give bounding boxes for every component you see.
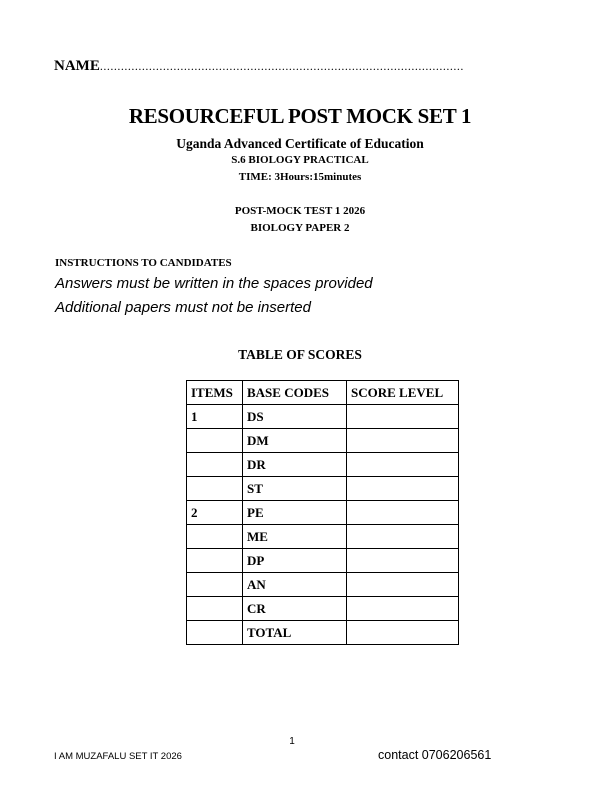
code-cell: AN <box>243 573 347 597</box>
score-cell[interactable] <box>347 573 459 597</box>
code-cell: PE <box>243 501 347 525</box>
footer-contact: contact 0706206561 <box>378 748 492 762</box>
item-cell <box>187 429 243 453</box>
table-row <box>187 405 459 429</box>
table-row <box>187 477 459 501</box>
name-dotted-line[interactable]: ........................................................................................................ <box>99 59 464 73</box>
table-row <box>187 501 459 525</box>
header-base-codes: BASE CODES <box>243 381 347 405</box>
item-cell <box>187 525 243 549</box>
instructions-heading: INSTRUCTIONS TO CANDIDATES <box>55 257 232 269</box>
instruction-item: Additional papers must not be inserted <box>55 299 311 316</box>
code-cell: DS <box>243 405 347 429</box>
code-cell: DM <box>243 429 347 453</box>
scores-table-title: TABLE OF SCORES <box>238 347 362 362</box>
table-row <box>187 573 459 597</box>
table-row <box>187 453 459 477</box>
score-cell[interactable] <box>347 621 459 645</box>
code-cell: ST <box>243 477 347 501</box>
table-row <box>187 597 459 621</box>
score-cell[interactable] <box>347 477 459 501</box>
code-cell: DR <box>243 453 347 477</box>
score-cell[interactable] <box>347 501 459 525</box>
exam-body: Uganda Advanced Certificate of Education <box>176 136 424 151</box>
item-cell <box>187 621 243 645</box>
code-cell: DP <box>243 549 347 573</box>
item-cell <box>187 549 243 573</box>
table-header-row <box>187 381 459 405</box>
name-field <box>54 58 464 75</box>
paper-subject: S.6 BIOLOGY PRACTICAL <box>231 154 369 166</box>
scores-table <box>186 380 459 645</box>
score-cell[interactable] <box>347 405 459 429</box>
item-cell <box>187 573 243 597</box>
score-cell[interactable] <box>347 429 459 453</box>
item-cell <box>187 477 243 501</box>
table-row <box>187 525 459 549</box>
page-number: 1 <box>289 736 295 747</box>
code-cell: TOTAL <box>243 621 347 645</box>
code-cell: ME <box>243 525 347 549</box>
item-cell: 1 <box>187 405 243 429</box>
table-row <box>187 549 459 573</box>
header-score-level: SCORE LEVEL <box>347 381 459 405</box>
document-title: RESOURCEFUL POST MOCK SET 1 <box>128 104 472 128</box>
instruction-item: Answers must be written in the spaces provided <box>55 275 373 292</box>
header-items: ITEMS <box>187 381 243 405</box>
score-cell[interactable] <box>347 597 459 621</box>
item-cell: 2 <box>187 501 243 525</box>
paper-name: BIOLOGY PAPER 2 <box>250 222 350 234</box>
score-cell[interactable] <box>347 549 459 573</box>
table-row <box>187 429 459 453</box>
table-row <box>187 621 459 645</box>
item-cell <box>187 453 243 477</box>
name-label: NAME <box>54 58 100 74</box>
footer-author: I AM MUZAFALU SET IT 2026 <box>54 751 182 762</box>
score-cell[interactable] <box>347 453 459 477</box>
test-name: POST-MOCK TEST 1 2026 <box>234 205 366 217</box>
score-cell[interactable] <box>347 525 459 549</box>
code-cell: CR <box>243 597 347 621</box>
exam-time: TIME: 3Hours:15minutes <box>238 171 362 183</box>
item-cell <box>187 597 243 621</box>
